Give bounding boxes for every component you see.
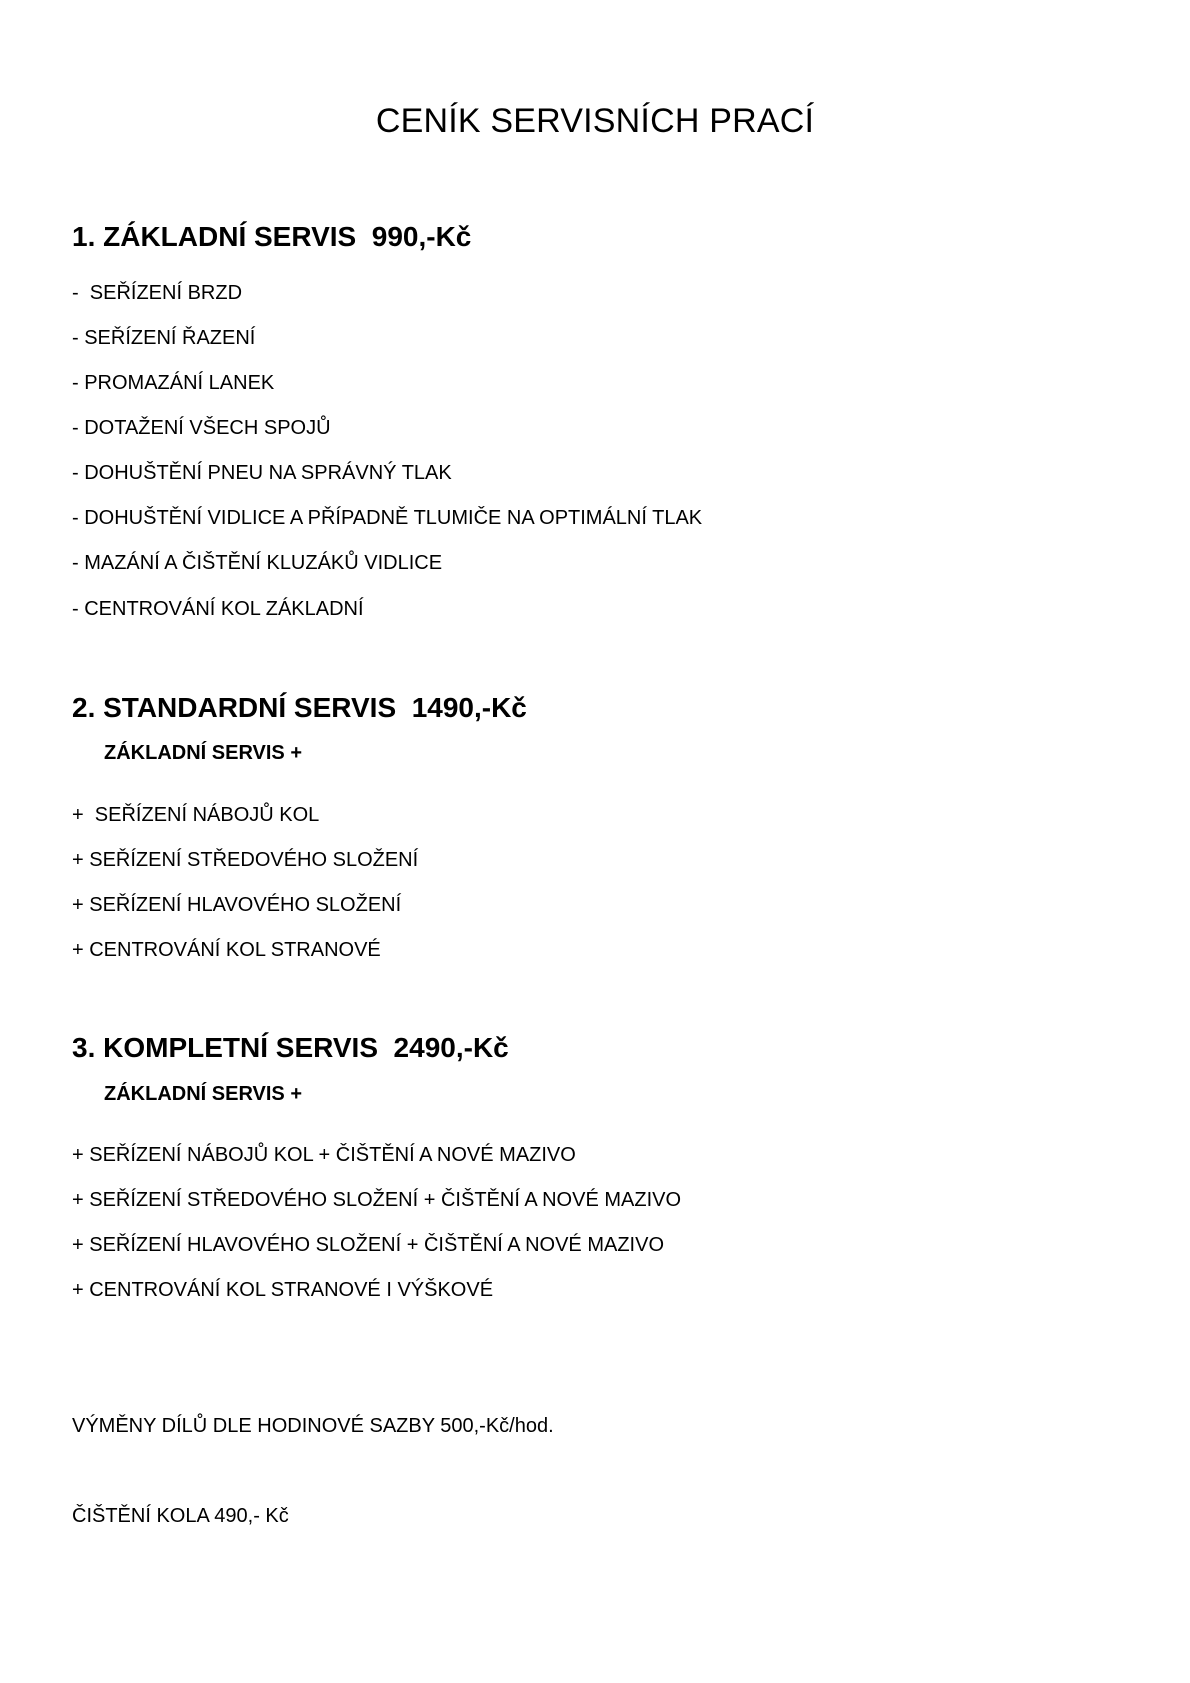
section-heading-basic-service: 1. ZÁKLADNÍ SERVIS 990,-Kč xyxy=(72,221,472,252)
section-subheading: ZÁKLADNÍ SERVIS + xyxy=(104,1083,302,1105)
list-item: - MAZÁNÍ A ČIŠTĚNÍ KLUZÁKŮ VIDLICE xyxy=(72,552,443,574)
list-item: - CENTROVÁNÍ KOL ZÁKLADNÍ xyxy=(72,598,364,620)
list-item: + SEŘÍZENÍ HLAVOVÉHO SLOŽENÍ + ČIŠTĚNÍ A NOVÉ MAZIVO xyxy=(72,1234,665,1256)
note-bike-cleaning: ČIŠTĚNÍ KOLA 490,- Kč xyxy=(72,1505,289,1527)
list-item: - DOHUŠTĚNÍ VIDLICE A PŘÍPADNĚ TLUMIČE NA OPTIMÁLNÍ TLAK xyxy=(72,507,703,529)
list-item: + CENTROVÁNÍ KOL STRANOVÉ xyxy=(72,939,381,961)
list-item: - PROMAZÁNÍ LANEK xyxy=(72,372,275,394)
list-item: - SEŘÍZENÍ BRZD xyxy=(72,282,243,304)
list-item: - DOHUŠTĚNÍ PNEU NA SPRÁVNÝ TLAK xyxy=(72,462,452,484)
note-parts-replacement: VÝMĚNY DÍLŮ DLE HODINOVÉ SAZBY 500,-Kč/hod. xyxy=(72,1415,554,1437)
section-heading-standard-service: 2. STANDARDNÍ SERVIS 1490,-Kč xyxy=(72,692,527,723)
list-item: - SEŘÍZENÍ ŘAZENÍ xyxy=(72,327,256,349)
list-item: + SEŘÍZENÍ NÁBOJŮ KOL + ČIŠTĚNÍ A NOVÉ MAZIVO xyxy=(72,1144,576,1166)
list-item: + SEŘÍZENÍ STŘEDOVÉHO SLOŽENÍ + ČIŠTĚNÍ A NOVÉ MAZIVO xyxy=(72,1189,682,1211)
list-item: + SEŘÍZENÍ STŘEDOVÉHO SLOŽENÍ xyxy=(72,849,419,871)
list-item: - DOTAŽENÍ VŠECH SPOJŮ xyxy=(72,417,331,439)
list-item: + SEŘÍZENÍ HLAVOVÉHO SLOŽENÍ xyxy=(72,894,402,916)
section-subheading: ZÁKLADNÍ SERVIS + xyxy=(104,742,302,764)
section-heading-complete-service: 3. KOMPLETNÍ SERVIS 2490,-Kč xyxy=(72,1032,509,1063)
list-item: + SEŘÍZENÍ NÁBOJŮ KOL xyxy=(72,804,320,826)
list-item: + CENTROVÁNÍ KOL STRANOVÉ I VÝŠKOVÉ xyxy=(72,1279,494,1301)
page-title: CENÍK SERVISNÍCH PRACÍ xyxy=(375,101,815,140)
